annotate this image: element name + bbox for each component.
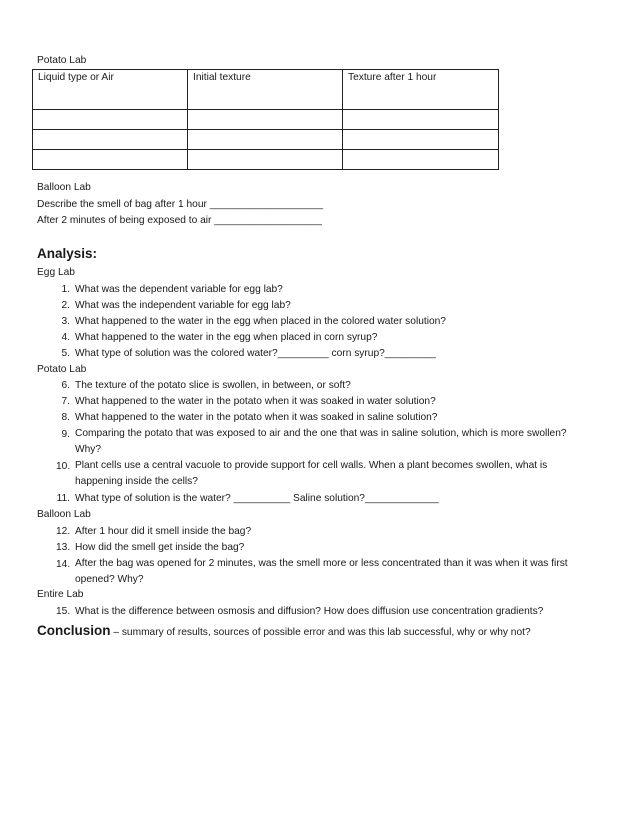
question-number: 5. — [61, 348, 70, 359]
question-text: What happened to the water in the potato when it was soaked in saline solution? — [75, 412, 438, 423]
table-cell[interactable] — [188, 150, 343, 170]
question-number: 14. — [56, 559, 71, 570]
question-text: Comparing the potato that was exposed to air and the one that was in saline solution, which is more swollen? Why? — [75, 428, 567, 455]
question-number: 12. — [56, 526, 71, 537]
question-number: 15. — [56, 606, 71, 617]
question-text: After 1 hour did it smell inside the bag? — [75, 526, 252, 537]
question-text: What happened to the water in the egg when placed in corn syrup? — [75, 332, 378, 343]
table-row — [33, 150, 499, 170]
question-text: How did the smell get inside the bag? — [75, 542, 245, 553]
question-number: 3. — [61, 316, 70, 327]
potato-lab-analysis-title: Potato Lab — [37, 364, 87, 375]
question-text: What happened to the water in the potato when it was soaked in water solution? — [75, 396, 436, 407]
table-cell[interactable] — [33, 130, 188, 150]
balloon-lab-analysis-title: Balloon Lab — [37, 509, 91, 520]
conclusion-line — [37, 622, 531, 641]
question-text: What happened to the water in the egg when placed in the colored water solution? — [75, 316, 446, 327]
balloon-lab-line-2: After 2 minutes of being exposed to air ___________________ — [37, 215, 322, 226]
table-row — [33, 130, 499, 150]
question-text: What type of solution was the colored water?_________ corn syrup?_________ — [75, 348, 436, 359]
conclusion-heading: Conclusion — [37, 623, 111, 638]
question-number: 10. — [56, 461, 71, 472]
question-number: 6. — [61, 380, 70, 391]
question-number: 7. — [61, 396, 70, 407]
table-cell[interactable] — [343, 130, 499, 150]
table-cell[interactable] — [33, 150, 188, 170]
table-cell[interactable] — [188, 110, 343, 130]
question-text: The texture of the potato slice is swollen, in between, or soft? — [75, 380, 351, 391]
table-cell[interactable] — [33, 110, 188, 130]
balloon-lab-line-1: Describe the smell of bag after 1 hour ____________________ — [37, 199, 324, 210]
table-cell[interactable] — [343, 150, 499, 170]
question-text: What was the dependent variable for egg lab? — [75, 284, 283, 295]
question-text: What was the independent variable for egg lab? — [75, 300, 291, 311]
table-header-cell: Texture after 1 hour — [343, 70, 499, 110]
question-number: 9. — [61, 429, 70, 440]
question-number: 2. — [61, 300, 70, 311]
table-header-cell: Initial texture — [188, 70, 343, 110]
analysis-heading: Analysis: — [37, 246, 98, 261]
question-number: 1. — [61, 284, 70, 295]
table-row — [33, 110, 499, 130]
question-text: What type of solution is the water? __________ Saline solution?_____________ — [75, 493, 439, 504]
table-cell[interactable] — [188, 130, 343, 150]
question-number: 4. — [61, 332, 70, 343]
table-header-row — [33, 70, 499, 110]
potato-lab-table — [32, 69, 499, 170]
table-cell[interactable] — [343, 110, 499, 130]
question-number: 11. — [56, 493, 70, 504]
balloon-lab-title: Balloon Lab — [37, 182, 91, 193]
entire-lab-title: Entire Lab — [37, 589, 84, 600]
egg-lab-title: Egg Lab — [37, 267, 75, 278]
question-text: What is the difference between osmosis and diffusion? How does diffusion use concentration gradients? — [75, 606, 544, 617]
question-text: After the bag was opened for 2 minutes, was the smell more or less concentrated than it was when it was first opened? Why? — [75, 558, 568, 585]
potato-lab-title: Potato Lab — [37, 55, 87, 66]
table-header-cell: Liquid type or Air — [33, 70, 188, 110]
question-number: 13. — [56, 542, 71, 553]
question-text: Plant cells use a central vacuole to provide support for cell walls. When a plant becomes swollen, what is happening inside the cells? — [75, 460, 548, 487]
conclusion-text: – summary of results, sources of possible error and was this lab successful, why or why not? — [110, 627, 531, 638]
question-number: 8. — [61, 412, 70, 423]
